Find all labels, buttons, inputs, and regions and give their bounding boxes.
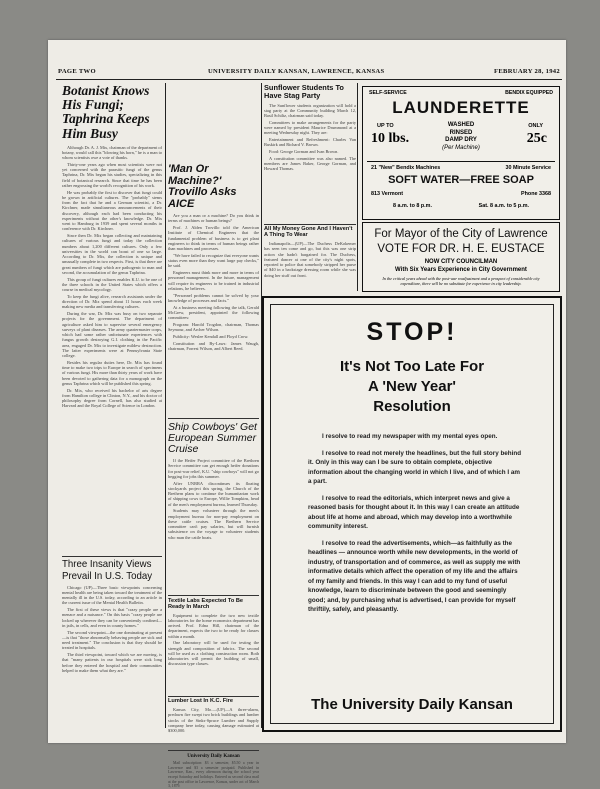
ad-machines: 21 "New" Bendix Machines [371,165,441,171]
article-paragraph: "Personnel problems cannot be solved by your knowledge of processes and facts." [168,292,259,303]
ad-wash-details [429,122,493,152]
article-paragraph: Prof. J. Alden Trovillo told the American Institute of Chemical Engineers that the fundamental problem of business is to get plant engineers to think in terms of human beings rather than machines and processes. [168,225,259,252]
headline-lumber-fire: Lumber Lost In K.C. Fire [168,698,233,705]
article-paragraph: Are you a man or a machine? Do you think in terms of machines or human beings? [168,213,259,224]
ad-stop-resolutions [308,432,524,692]
column-divider [165,83,166,728]
ad-per-machine: (Per Machine) [442,144,480,151]
column-3 [264,84,356,294]
article-paragraph: Although Dr. A. J. Mix, chairman of the department of botany, would call this "blowing his horn," he is a man to whom scientists owe a vote of thanks. [62,144,162,161]
article-separator [168,418,259,419]
article-paragraph: Food: George Gorman and Ivan Brown. [269,149,339,155]
article-insanity [62,585,162,775]
ad-launderette [362,86,560,220]
ad-damp-dry: DAMP DRY [445,137,477,143]
article-ship-cowboys [168,458,259,592]
ad-up-to: UP TO [377,123,394,129]
article-paragraph: Besides his regular duties here, Dr. Mix has found time to make two trips to Europe in search of specimens of various fungi. His more than thirty years of work have been devoted to gathering data for a monograph on the genus Taphrina which will be published this spring. [62,359,162,386]
article-paragraph: Kansas City, Mo.—(UP)—A three-alarm, predawn fire swept two brick buildings and lumber stocks of the Sinks-Spruce Lumber and Supply company here today, causing damage estimated at $300,000. [168,707,259,734]
article-paragraph: This group of fungi cultures enables K.U. to be one of the three schools in the United States which offers a course in medical mycology. [62,276,162,293]
ad-mayor [362,222,560,292]
ad-mayor-line1: For Mayor of the City of Lawrence [374,228,548,240]
headline-botanist: Botanist Knows His Fungi; Taphrina Keeps Him Busy [62,83,150,141]
ad-price: 25c [526,131,547,146]
article-paragraph: To keep the fungi alive, research assistants under the direction of Dr. Mix spend about 11 hours each week making new media and transferring cultures. [62,293,162,310]
article-paragraph: "We have failed to recognize that everyone wants status even more than they want large pay checks," he said. [168,252,259,269]
article-paragraph: If the Heifer Project committee of the Brethren Service committee can get enough heifer donations for post-war relief, K.U. "ship cowboys" will not go begging for jobs this summer. [168,458,259,479]
ad-rule [367,161,555,162]
ad-stop-tagline3: Resolution [373,398,451,415]
article-botanist [62,145,162,553]
article-paragraph: Program: Harold Trogdon, chairman, Thomas Seymour, and Archer Wilson. [168,321,259,333]
resolution-item: I resolve to read the editorials, which interpret news and give a reasoned basis for thought about it. In this way I can create an attitude about life at home and abroad, which may develop into a worthwhile community interest. [308,494,520,530]
article-paragraph: The first of these views is that "crazy people are a menace and a nuisance." On this basis "crazy people are locked up wherever they can be conveniently confined—in jails, in cells, and even in county homes." [62,607,162,628]
ad-bendix-equipped: BENDIX EQUIPPED [505,90,553,96]
headline-stag-party: Sunflower Students To Have Stag Party [264,83,344,100]
ad-rinsed: RINSED [449,129,473,136]
article-stag-party [264,103,356,221]
ad-pounds: 10 lbs. [371,131,410,146]
article-separator [62,556,162,557]
resolution-item: I resolve to read my newspaper with my mental eyes open. [322,433,498,440]
article-paragraph: Entertainment and Refreshment: Charles Van Buskirk and Richard V. Brown. [264,137,356,148]
article-separator [168,750,259,751]
ad-stop-signature: The University Daily Kansan [311,696,513,713]
article-paragraph: Since then Dr. Mix began collecting and maintaining cultures of various fungi and today the collection numbers about 1,200 different cultures. Only a few universities in the world can boast of one so large. According to Dr. Mix, the collection is unique and unusually complete in two respects. First, is that there are great numbers of fungi which are pathogenic to man and second, the accumulation of the genus Taphrina. [62,233,163,275]
article-lumber-fire [168,707,259,747]
article-paragraph: Committees to make arrangements for the party were named by president Maurice Drummond at a meeting Wednesday night. They are: [264,119,356,136]
ad-only: ONLY [528,123,543,129]
article-paragraph: The third viewpoint, toward which we are moving, is that "many patients in our hospitals were sick long before they entered the hospital and their communities helped to make them what they are." [62,652,162,673]
article-paragraph: Dr. Mix, who received his bachelor of arts degree from Hamilton college in Clinton, N.Y., and his doctor of philosophy degree from Cornell, has also studied at Harvard and the Royal College of Science in London. [62,387,162,409]
ad-washed: WASHED [447,122,475,128]
masthead-text: Mail subscription: $3 a semester, $5.50 a year in Lawrence and $3 a semester postpaid. Published in Lawrence, Kan., every afternoon during the school year except Saturday and holidays. Entered as second class mail at the post office in Lawrence, Kansas, under act of March 3, 1879. [168,761,259,789]
ad-self-service: SELF-SERVICE [369,90,407,96]
article-paragraph: Equipment to complete the two new textile laboratories for the home economics department has arrived. Prof. Edna Hill, chairman of the department, expects the two to be ready for classes within a month. [168,612,259,639]
resolution-item: I resolve to read not merely the headlines, but the full story behind it. Only in this way can I be sure to obtain complete, objective information about the changing world in which I live, and of which I am a part. [308,449,522,485]
article-man-or-machine [168,213,259,415]
article-paragraph: Indianapolis—(UP)—The Duchess DeKokemer has seen ten come and go, but this was one strip action she hadn't bargained for. The Duchess, featured dancer at one of the city's night spots, reported to police that somebody stripped her purse of $40 in a backstage dressing room while she was doing her stuff out front. [264,241,356,278]
ad-stop-tagline2: A 'New Year' [367,378,456,395]
headline-man-or-machine: 'Man Or Machine?' Trovillo Asks AICE [168,163,237,210]
article-paragraph: The Sunflower students organization will hold a stag party at the Community building March 12, Basil Schiltz, chairman said today. [264,102,356,119]
headline-money-gone: All My Money Gone And I Haven't A Thing To Wear [264,226,353,239]
newspaper-page [48,40,566,789]
article-paragraph: Engineers must think more and more in terms of personnel management. In the future, management will require its engineers to be trained in industrial relations, he believes. [168,270,259,291]
article-paragraph: The second viewpoint—the one dominating at present—is that "those abnormally behaving people are sick and need treatment." The conclusion is that they should be treated in hospitals. [62,629,162,651]
ad-hours-saturday: Sat. 8 a.m. to 5 p.m. [478,203,529,209]
headline-ship-cowboys: Ship Cowboys' Get European Summer Cruise [168,420,257,456]
ad-mayor-candidate: VOTE FOR DR. H. E. EUSTACE [377,243,545,255]
article-separator [168,595,259,596]
masthead-title: University Daily Kansan [187,754,240,759]
article-paragraph: He was probably the first to discover that fungi could be grown in artificial cultures. The "probably" stems from the fact that he and a German scientist, a Dr. Kirchner, made simultaneous announcements of their discovery, although each had been conducting his experiments without the other's knowledge. Dr. Mix went to Hamburg in 1939 and spent several months in conference with Dr. Kirchner. [62,189,162,232]
article-paragraph: At a business meeting following the talk, Gerald McGrew, president, appointed the following committees: [168,304,259,321]
article-separator [168,696,259,697]
headline-insanity: Three Insanity Views Prevail In U.S. Today [62,558,153,582]
column-2 [168,84,259,789]
column-divider [357,83,358,291]
resolution-item: I resolve to read the advertisements, which—as faithfully as the headlines — announce worth while new developments, in the world of industry, of transportation and of commerce, as well as supply me with informative details which affect the operation of my life and the affairs of my family and friends. In this way I can add to my fund of useful knowledge, learn to discriminate between the good and seemingly good; and, by purchasing what is advertised, I can provide for myself thriftily, safely, and pleasantly. [308,539,521,613]
article-paragraph: Constitution and By-Laws: James Waugh, chairman, Forrest Wilson, and Albert Reed. [168,340,259,351]
ad-soft-water: SOFT WATER—FREE SOAP [388,174,534,186]
issue-date: FEBRUARY 28, 1942 [494,68,560,75]
article-paragraph: Publicity: Weslee Kendall and Floyd Crow. [173,333,249,339]
ad-stop [262,296,562,732]
header-rule [56,79,562,80]
ad-mayor-statement: In the critical years ahead with the post-war readjustment and a prospect of considerable city expenditure, there will be no substitute for experience in city leadership. [382,276,540,286]
ad-address: 813 Vermont [371,191,404,197]
ad-stop-title: STOP! [366,318,458,346]
article-paragraph: Thirty-one years ago when most scientists were not yet concerned with the parasitic fungi of the genus Taphrina, Dr. Mix began his studies, specializing in this field of botanical research. Since that time he has been rather engrossing the world's recognition of his work. [62,161,162,188]
ad-phone: Phone 3368 [521,191,551,197]
article-separator [264,224,356,225]
headline-textile-labs: Textile Labs Expected To Be Ready In March [168,597,244,610]
article-paragraph: A constitution committee was also named. The members are James Baker, George Gorman, and Howard Thomas. [264,155,356,172]
ad-stop-tagline1: It's Not Too Late For [339,358,485,375]
article-paragraph: Students may volunteer through the men's employment bureau for non-pay employment on these cattle cruises. The Brethern Service committee can't pay salaries, but will furnish subsistence on the voyage to volunteer students who man the cattle boats. [168,508,259,540]
article-paragraph: After UNRRA discontinues its floating stockyards project this spring, the Church of the Brethern plans to continue the humanitarian work of shipping cows to Europe, Willie Tompkins, head of the men's employment bureau, learned Thursday. [168,480,259,507]
column-1 [62,84,162,729]
article-money-gone [264,241,356,299]
article-paragraph: Chicago (UP)—Three basic viewpoints concerning mental health are being taken toward the treatment of the mentally ill in the U.S. today, according to an article in the current issue of the Mental Health Bulletin. [62,584,162,606]
ad-mayor-councilman: NOW CITY COUNCILMAN [424,259,498,265]
article-paragraph: One laboratory will be used for testing the strength and composition of fabrics. The second will be used as a clothing construction room. Both laboratories will permit the building of small, discussion type classes. [168,640,259,667]
article-paragraph: During the war, Dr. Mix was busy on two separate projects for the government. The department of agriculture asked him to supervise several emergency surveys of plant diseases. The army quartermaster corps, which had some rather unfortunate experiences with fungus growth destroying G.I. clothing in the Pacific area, engaged Dr. Mix to investigate mildew destruction. The latter experiments were at Pennsylvania State college. [62,311,162,359]
ad-hours-weekday: 8 a.m. to 8 p.m. [393,203,432,209]
article-textile-labs [168,613,259,693]
ad-launderette-title: LAUNDERETTE [392,98,530,117]
page-number: PAGE TWO [58,68,96,75]
ad-service: 30 Minute Service [505,165,551,171]
ad-mayor-experience: With Six Years Experience in City Government [395,267,527,273]
paper-title: UNIVERSITY DAILY KANSAN, LAWRENCE, KANSAS [208,68,385,75]
